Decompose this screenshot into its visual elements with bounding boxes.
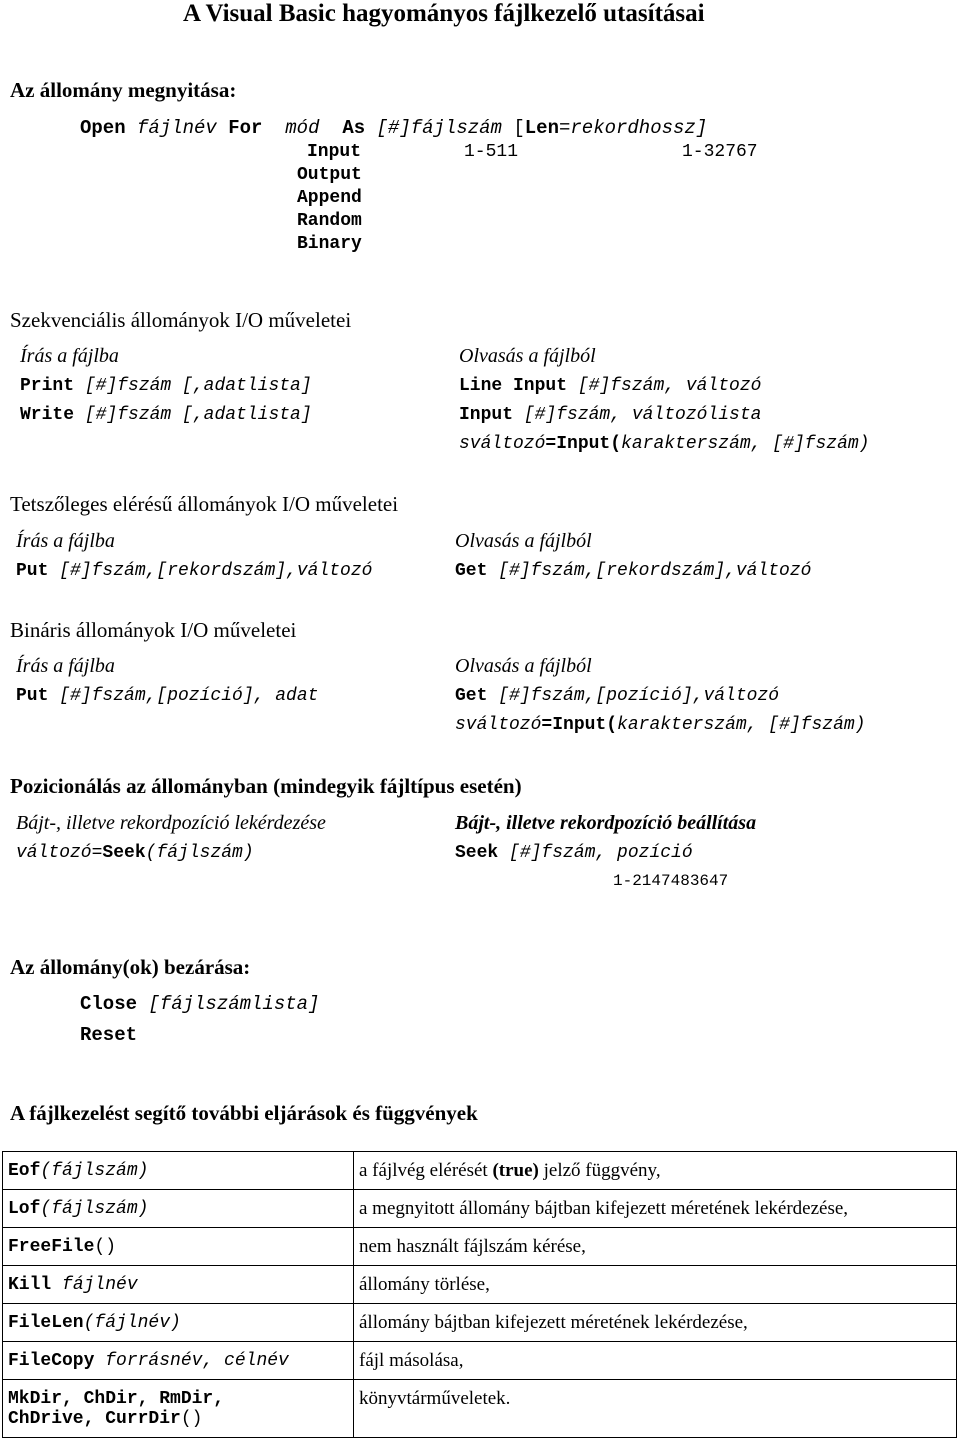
sequential-heading: Szekvenciális állományok I/O műveletei [10, 308, 352, 332]
kw-filelen: FileLen [8, 1312, 84, 1333]
kw-seek: Seek [102, 843, 146, 863]
random-read-heading: Olvasás a fájlból [455, 530, 592, 552]
sinput-params: karakterszám, [#]fszám) [617, 715, 866, 735]
kw-write: Write [20, 405, 75, 425]
close-heading: Az állomány(ok) bezárása: [10, 955, 251, 979]
binary-put-statement [16, 686, 318, 706]
binary-write-heading: Írás a fájlba [16, 655, 115, 677]
kw-drive-ops: ChDrive, CurrDir [8, 1408, 181, 1429]
write-statement [20, 405, 312, 425]
mode-append: Append [297, 188, 362, 208]
close-params: [fájlszámlista] [137, 993, 320, 1015]
print-params: [#]fszám [,adatlista] [74, 376, 312, 396]
kw-sinput: =Input( [541, 715, 618, 735]
binary-get-params: [#]fszám,[pozíció],változó [487, 686, 780, 706]
seek-query-params: (fájlszám) [145, 843, 254, 863]
random-put-statement [16, 561, 372, 581]
position-query-heading: Bájt-, illetve rekordpozíció lekérdezése [16, 812, 326, 834]
function-params: () [180, 1408, 203, 1429]
function-cell [3, 1228, 354, 1266]
sinput-var: sváltozó [459, 434, 546, 454]
kw-dir-ops: MkDir, ChDir, RmDir, [8, 1388, 225, 1409]
description-cell: a fájlvég elérését (true) jelző függvény, [354, 1152, 957, 1190]
input-statement [459, 405, 761, 425]
kw-for: For [228, 117, 263, 139]
mode-input: Input [307, 142, 362, 162]
kw-lof: Lof [8, 1198, 41, 1219]
position-range: 1-2147483647 [613, 872, 729, 890]
kw-get: Get [455, 561, 488, 581]
function-cell [3, 1380, 354, 1438]
binary-put-params: [#]fszám,[pozíció], adat [48, 686, 319, 706]
kw-open: Open [80, 117, 126, 139]
reclen-param: =rekordhossz] [558, 117, 708, 139]
kw-len: Len [524, 117, 559, 139]
sinput-params: karakterszám, [#]fszám) [621, 434, 870, 454]
helpers-table [2, 1151, 957, 1438]
open-heading: Az állomány megnyitása: [10, 78, 237, 102]
seek-query-statement [16, 843, 254, 863]
description-cell: könyvtárműveletek. [354, 1380, 957, 1438]
function-cell [3, 1266, 354, 1304]
len-bracket: [ [513, 117, 525, 139]
seek-set-params: [#]fszám, pozíció [498, 843, 693, 863]
function-cell [3, 1342, 354, 1380]
function-params: (fájlszám) [40, 1198, 149, 1219]
function-cell [3, 1190, 354, 1228]
binary-read-heading: Olvasás a fájlból [455, 655, 592, 677]
input-params: [#]fszám, változólista [513, 405, 762, 425]
close-statement [80, 993, 319, 1015]
binary-heading: Bináris állományok I/O műveletei [10, 618, 297, 642]
description-cell: állomány törlése, [354, 1266, 957, 1304]
filenum-range: 1-511 [464, 142, 519, 162]
kw-freefile: FreeFile [8, 1236, 95, 1257]
binary-get-statement [455, 686, 779, 706]
random-put-params: [#]fszám,[rekordszám],változó [48, 561, 373, 581]
mode-binary: Binary [297, 234, 362, 254]
description-cell: állomány bájtban kifejezett méretének lekérdezése, [354, 1304, 957, 1342]
true-keyword: (true) [492, 1159, 539, 1181]
function-cell [3, 1304, 354, 1342]
sinput-statement [459, 434, 870, 454]
random-write-heading: Írás a fájlba [16, 530, 115, 552]
description-cell: nem használt fájlszám kérése, [354, 1228, 957, 1266]
description-cell: a megnyitott állomány bájtban kifejezett méretének lekérdezése, [354, 1190, 957, 1228]
sinput-var: sváltozó [455, 715, 542, 735]
kw-kill: Kill [8, 1274, 52, 1295]
kw-seek: Seek [455, 843, 499, 863]
sequential-read-heading: Olvasás a fájlból [459, 345, 596, 367]
kw-print: Print [20, 376, 75, 396]
open-syntax-line [80, 117, 707, 139]
function-cell [3, 1152, 354, 1190]
function-params: (fájlnév) [83, 1312, 181, 1333]
description-cell: fájl másolása, [354, 1342, 957, 1380]
table-row [3, 1228, 957, 1266]
function-params: forrásnév, célnév [94, 1350, 289, 1371]
lineinput-params: [#]fszám, változó [567, 376, 762, 396]
table-row [3, 1152, 957, 1190]
function-params: () [94, 1236, 117, 1257]
filename-param: fájlnév [137, 117, 217, 139]
page-title: A Visual Basic hagyományos fájlkezelő utasításai [183, 0, 705, 27]
table-row [3, 1380, 957, 1438]
mode-output: Output [297, 165, 362, 185]
print-statement [20, 376, 312, 396]
table-row [3, 1342, 957, 1380]
position-heading: Pozicionálás az állományban (mindegyik fájltípus esetén) [10, 774, 522, 798]
kw-put: Put [16, 686, 49, 706]
mode-random: Random [297, 211, 362, 231]
function-params: (fájlszám) [40, 1160, 149, 1181]
reset-statement: Reset [80, 1024, 138, 1046]
random-get-statement [455, 561, 811, 581]
random-get-params: [#]fszám,[rekordszám],változó [487, 561, 812, 581]
kw-input: Input [459, 405, 514, 425]
sequential-write-heading: Írás a fájlba [20, 345, 119, 367]
table-row [3, 1304, 957, 1342]
table-row [3, 1266, 957, 1304]
filenum-param: [#]fájlszám [376, 117, 502, 139]
table-row [3, 1190, 957, 1228]
reclen-range: 1-32767 [682, 142, 758, 162]
binary-sinput-statement [455, 715, 866, 735]
write-params: [#]fszám [,adatlista] [74, 405, 312, 425]
kw-close: Close [80, 993, 138, 1015]
position-set-heading: Bájt-, illetve rekordpozíció beállítása [455, 812, 757, 834]
seek-set-statement [455, 843, 693, 863]
kw-lineinput: Line Input [459, 376, 568, 396]
function-params: fájlnév [51, 1274, 138, 1295]
kw-filecopy: FileCopy [8, 1350, 95, 1371]
kw-get: Get [455, 686, 488, 706]
seek-query-var: változó= [16, 843, 103, 863]
kw-put: Put [16, 561, 49, 581]
mode-param: mód [285, 117, 320, 139]
kw-sinput: =Input( [545, 434, 622, 454]
kw-eof: Eof [8, 1160, 41, 1181]
random-heading: Tetszőleges elérésű állományok I/O műveletei [10, 492, 399, 516]
lineinput-statement [459, 376, 761, 396]
kw-as: As [342, 117, 366, 139]
helpers-heading: A fájlkezelést segítő további eljárások és függvények [10, 1101, 478, 1125]
